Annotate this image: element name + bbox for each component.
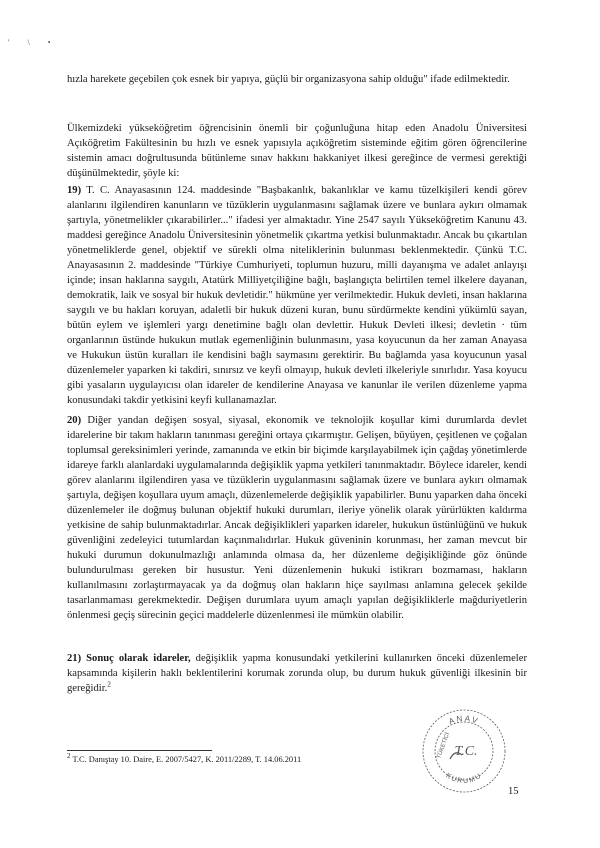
svg-text:ANAV (447, 714, 480, 726)
paragraph-21-bold-lead: Sonuç olarak idareler, (86, 653, 191, 664)
svg-text:KURUMU (444, 772, 483, 785)
footnote-marker: 2 (67, 752, 71, 761)
page-number: 15 (508, 786, 519, 797)
footnote (67, 754, 467, 765)
paragraph-19 (67, 183, 527, 408)
margin-marks (8, 38, 67, 47)
paragraph-1-text: Ülkemizdeki yükseköğretim öğrencisinin önemli bir çoğunluğuna hitap eden Anadolu Üniversitesi Açıköğretim Fakültesinin bu hızlı ve esnek yapısıyla açıköğretim sisteminde eğitim gören öğrencilerine sistemin amacı doğrultusunda bütünleme sınav hakkını hakkaniyet ilkesi gereğince de vermesi gerektiği düşünülmektedir, şöyle ki: (67, 123, 527, 179)
paragraph-19-text: T. C. Anayasasının 124. maddesinde "Başbakanlık, bakanlıklar ve kamu tüzelkişileri kendi görev alanlarını ilgilendiren kanunların ve tüzüklerin uygulanmasını sağlamak üzere ve bunlara aykırı olmamak şartıyla, yönetmelikler çıkarabilirler..." ifadesi yer almaktadır. Yine 2547 sayılı Yükseköğretim Kanunu 43. maddesi gereğince Anadolu Üniversitesinin yönetmelik çıkartma yetkisi bulunmaktadır. Ancak bu çıkartılan yönetmeliklerde genel, objektif ve sürekli olma niteliklerinin bulunması beklenmektedir. Çünkü T.C. Anayasasının 2. maddesinde "Türkiye Cumhuriyeti, toplumun huzuru, milli dayanışma ve adalet anlayışı içinde; insan haklarına saygılı, Atatürk Milliyetçiliğine bağlı, başlangıçta belirtilen temel ilkelere dayanan, demokratik, laik ve sosyal bir hukuk devletidir." hükmüne yer verilmektedir. Hukuk devleti, insan haklarına saygılı ve bu hakları koruyan, adaletli bir hukuk düzeni kuran, bunu sürdürmekte kendini yükümlü sayan, bütün eylem ve işlemleri yargı denetimine bağlı olan devlettir. Hukuk Devleti ilkesi; devletin · tüm organlarının üstünde hukukun mutlak egemenliğinin bulunmasını, yasa koyucunun da her zaman Anayasa ve Hukukun üstün kuralları ile kendisini bağlı saymasını gerektirir. Bu bağlamda yasa koyucunun yasal düzenlemeler yaparken ki takdiri, sınırsız ve keyfi olmayıp, hukuk devleti ilkeleriyle sınırlıdır. Yasa koyucu gibi yasaların uygulayıcısı olan idareler de kendilerine Anayasa ve kanunlar ile verilen düzenleme yapma konusundaki takdir yetkisini keyfi kullanamazlar. (67, 185, 527, 406)
paragraph-20-number: 20) (67, 415, 82, 426)
stamp-bottom-text: KURUMU (444, 772, 484, 786)
official-stamp (420, 707, 508, 795)
paragraph-1 (67, 121, 527, 181)
paragraph-21-text: değişiklik yapma konusundaki yetkilerini kullanırken önceki düzenlemeler kapsamında kişilerin haklı beklentilerini korumak zorunda olup, bu durum hukuk güvenliği ilkesinin bir gereğidir. (67, 653, 527, 694)
stamp-center-text: T.C. (454, 744, 478, 759)
margin-mark: • (47, 38, 51, 47)
stamp-top-text: ANAV (447, 713, 481, 727)
margin-mark: \ (27, 38, 30, 47)
margin-mark: ' (8, 38, 10, 47)
stamp-left-text: TÜKETİCİ (436, 731, 452, 760)
paragraph-21-number: 21) (67, 653, 82, 664)
footnote-text: T.C. Danıştay 10. Daire, E. 2007/5427, K. 2011/2289, T. 14.06.2011 (70, 755, 302, 764)
paragraph-20-text: Diğer yandan değişen sosyal, siyasal, ekonomik ve teknolojik koşullar kimi durumlarda devlet idarelerine bir takım hakların tanınması gereğini ortaya çıkarmıştır. Gelişen, büyüyen, çeşitlenen ve çoğalan toplumsal gereksinimleri yerinde, zamanında ve etkin bir biçimde karşılayabilmek için çağdaş yönetimlerde idareye farklı alanlardaki uygulamalarında değişiklik yapma yetkileri tanınmaktadır. Böylece idareler, kendi görev alanlarını ilgilendiren yasa ve tüzüklerin uygulanmasını sağlamak üzere ve bunlara aykırı olmamak şartıyla, değişen koşullara uyum amaçlı, düzenlemelerde değişiklik yapabilirler. Bunu yaparken daha önceki düzenlemeler ile doğmuş bulunan objektif hukuki durumları, ileriye yönelik olarak yürürlükten kaldırma yetkisine de sahip bulunmaktadırlar. Ancak değişiklikleri yaparken idareler, hukukun üstünlüğünü ve hukuk güvenliğini zedeleyici tutumlardan kaçınmalıdırlar. Hukuk güveninin korunması, her zaman mevcut bir hukuki durumun dokunulmazlığı anlamında olmasa da, her düzenleme değişikliğinde göz önünde bulundurulması gereken bir husustur. Yeni düzenlemenin hukuki istikrarı bozmaması, hakların kullanılmasını zorlaştırmayacak ya da doğmuş olan hakların hiçe sayılması anlamına gelecek şekilde tasarlanmaması gerekmektedir. Değişen durumlara uyum amaçlı yapılan değişikliklerle mağduriyetlerin önlenmesi geçiş sürecinin geçici maddelerle düzenlenmesi ile mümkün olabilir. (67, 415, 527, 621)
paragraph-19-number: 19) (67, 185, 82, 196)
footnote-divider (67, 750, 212, 751)
paragraph-20 (67, 413, 527, 623)
footnote-reference: 2 (107, 680, 111, 689)
intro-continuation (67, 72, 527, 87)
intro-text: hızla harekete geçebilen çok esnek bir yapıya, güçlü bir organizasyona sahip olduğu" ifade edilmektedir. (67, 74, 510, 85)
paragraph-21 (67, 651, 527, 696)
